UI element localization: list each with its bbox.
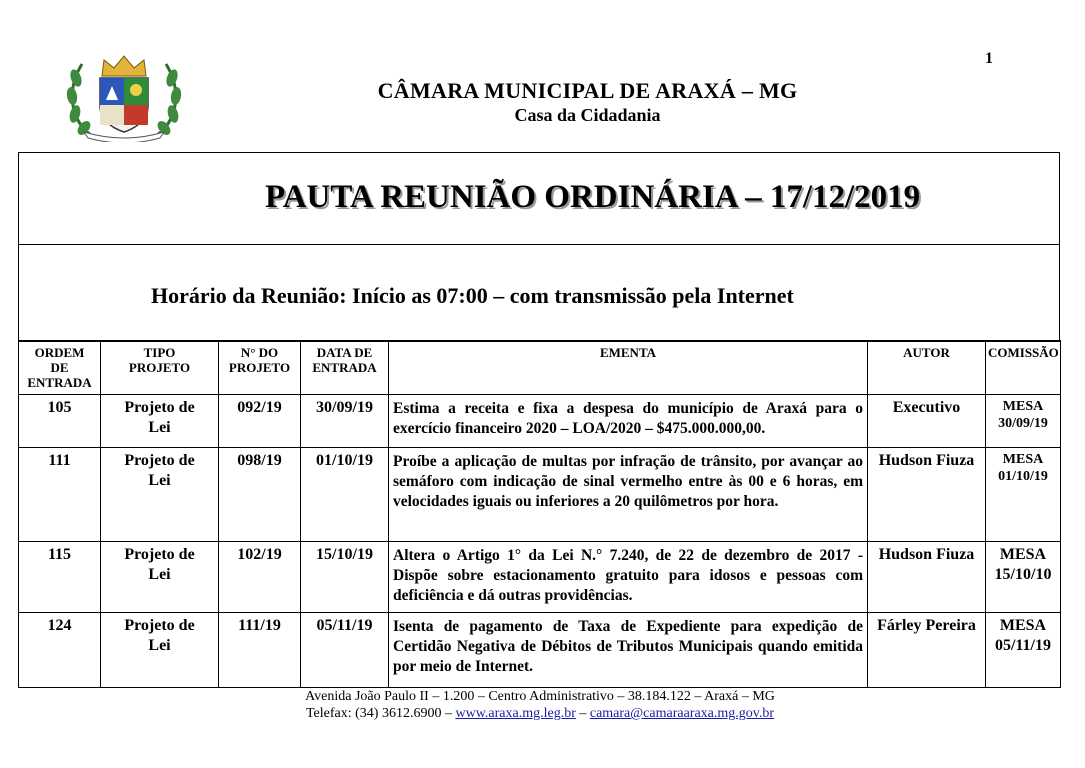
cell-ordem: 105 <box>19 395 101 448</box>
coat-of-arms-icon <box>62 50 186 142</box>
cell-tipo: Projeto de Lei <box>101 395 219 448</box>
header-tipo: TIPO PROJETO <box>101 341 219 395</box>
cell-ementa: Isenta de pagamento de Taxa de Expediente para expedição de Certidão Negativa de Débitos de Tributos Municipais quando emitida por meio de Internet. <box>389 613 868 688</box>
cell-numero: 098/19 <box>219 448 301 542</box>
cell-ordem: 111 <box>19 448 101 542</box>
meeting-time-box <box>19 245 1059 341</box>
title-frame <box>18 152 1060 342</box>
table-row <box>19 395 1061 448</box>
title-box <box>19 153 1059 245</box>
agenda-table <box>18 340 1061 688</box>
header-comissao: COMISSÃO <box>986 341 1061 395</box>
cell-numero: 111/19 <box>219 613 301 688</box>
cell-numero: 102/19 <box>219 542 301 613</box>
footer-separator: – <box>579 706 587 721</box>
org-subtitle: Casa da Cidadania <box>514 105 661 125</box>
cell-comissao: MESA 30/09/19 <box>986 395 1061 448</box>
header-autor: AUTOR <box>868 341 986 395</box>
cell-tipo: Projeto de Lei <box>101 448 219 542</box>
footer-phone: Telefax: (34) 3612.6900 – <box>305 706 452 721</box>
cell-tipo: Projeto de Lei <box>101 542 219 613</box>
header-ementa: EMENTA <box>389 341 868 395</box>
website-link[interactable]: www.araxa.mg.leg.br <box>455 706 576 721</box>
cell-comissao: MESA 01/10/19 <box>986 448 1061 542</box>
footer <box>200 688 880 722</box>
footer-address: Avenida João Paulo II – 1.200 – Centro Administrativo – 38.184.122 – Araxá – MG <box>305 689 775 704</box>
cell-tipo: Projeto de Lei <box>101 613 219 688</box>
cell-autor: Executivo <box>868 395 986 448</box>
cell-comissao: MESA 15/10/10 <box>986 542 1061 613</box>
cell-ementa: Proíbe a aplicação de multas por infração de trânsito, por avançar ao semáforo com indicação de sinal vermelho entre às 00 e 6 horas, em velocidades iguais ou inferiores a 20 quilômetros por hora. <box>389 448 868 542</box>
cell-data: 30/09/19 <box>301 395 389 448</box>
footer-contact <box>200 705 880 722</box>
cell-ordem: 115 <box>19 542 101 613</box>
cell-ementa: Altera o Artigo 1° da Lei N.° 7.240, de 22 de dezembro de 2017 - Dispõe sobre estacionamento gratuito para idosos e pessoas com deficiência e dá outras providências. <box>389 542 868 613</box>
cell-data: 05/11/19 <box>301 613 389 688</box>
cell-autor: Hudson Fiuza <box>868 542 986 613</box>
email-link[interactable]: camara@camaraaraxa.mg.gov.br <box>589 706 775 721</box>
cell-data: 15/10/19 <box>301 542 389 613</box>
header-numero: N° DO PROJETO <box>219 341 301 395</box>
table-header-row <box>19 341 1061 395</box>
table-row <box>19 448 1061 542</box>
table-row <box>19 613 1061 688</box>
cell-ementa: Estima a receita e fixa a despesa do município de Araxá para o exercício financeiro 2020 – LOA/2020 – $475.000.000,00. <box>389 395 868 448</box>
cell-ordem: 124 <box>19 613 101 688</box>
cell-autor: Fárley Pereira <box>868 613 986 688</box>
cell-autor: Hudson Fiuza <box>868 448 986 542</box>
header-ordem: ORDEM DE ENTRADA <box>19 341 101 395</box>
cell-numero: 092/19 <box>219 395 301 448</box>
header-data: DATA DE ENTRADA <box>301 341 389 395</box>
cell-data: 01/10/19 <box>301 448 389 542</box>
page-number: 1 <box>985 50 993 67</box>
table-row <box>19 542 1061 613</box>
org-name: CÂMARA MUNICIPAL DE ARAXÁ – MG <box>377 78 798 103</box>
page-title: PAUTA REUNIÃO ORDINÁRIA – 17/12/2019 <box>265 179 921 215</box>
meeting-time: Horário da Reunião: Início as 07:00 – com transmissão pela Internet <box>151 283 794 308</box>
cell-comissao: MESA 05/11/19 <box>986 613 1061 688</box>
